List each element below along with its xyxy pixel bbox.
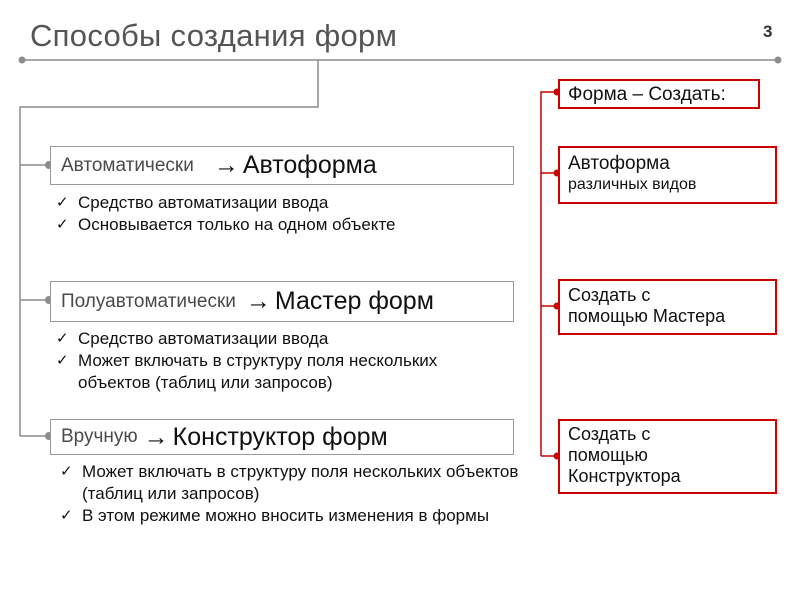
method-label: Вручную [61,426,138,447]
check-icon: ✓ [60,507,73,524]
list-item: ✓ Средство автоматизации ввода [56,193,329,212]
title-underline-dot-right [775,57,782,64]
create-option-line: Конструктора [568,466,681,486]
page-title: Способы создания форм [30,18,398,53]
method-label: Полуавтоматически [61,290,236,312]
list-item: ✓ Основывается только на одном объекте [56,215,396,234]
method-result: Конструктор форм [172,422,388,451]
create-option-line: Создать с [568,424,651,444]
create-option-designer [558,419,777,494]
check-icon: ✓ [56,330,69,347]
check-icon: ✓ [60,463,73,480]
create-header-box [558,79,760,109]
method-manual-bullets [56,461,519,527]
page-number: 3 [763,22,773,41]
create-option-line: помощью Мастера [568,306,726,326]
create-option-line: помощью [568,445,648,465]
red-connector [541,92,557,456]
create-option-wizard [558,279,777,335]
create-header-label: Форма – Создать: [568,84,726,105]
method-auto-bullets [52,192,512,236]
list-item: ✓ Может включать в структуру поля нескольких объектов (таблиц или запросов) [60,462,519,503]
method-label: Автоматически [61,154,194,176]
method-box-manual [50,419,514,455]
method-box-semiauto [50,281,514,322]
create-option-line: Создать с [568,285,651,305]
check-icon: ✓ [56,216,69,233]
create-option-line: различных видов [568,176,697,193]
arrow-icon: → [143,422,169,451]
arrow-icon: → [213,151,239,179]
method-box-auto [50,146,514,185]
method-semiauto-bullets [52,328,512,394]
create-option-autoform [558,146,777,204]
arrow-icon: → [245,287,271,315]
list-item: ✓ Средство автоматизации ввода [56,329,329,348]
method-result: Автоформа [242,151,377,179]
list-item: ✓ В этом режиме можно вносить изменения в формы [60,506,490,525]
check-icon: ✓ [56,194,69,211]
list-item: ✓ Может включать в структуру поля нескольких объектов (таблиц или запросов) [56,351,438,392]
check-icon: ✓ [56,352,69,369]
create-option-line: Автоформа [568,153,670,174]
title-underline-dot-left [19,57,26,64]
method-result: Мастер форм [274,287,434,315]
